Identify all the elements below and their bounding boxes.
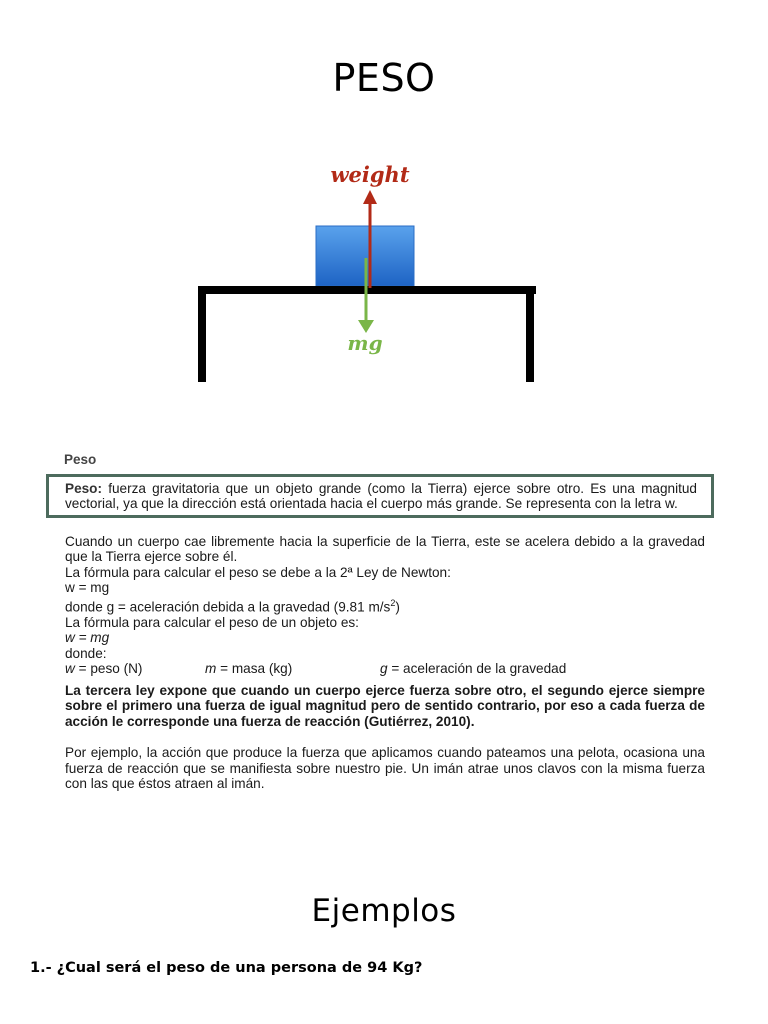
weight-diagram xyxy=(190,160,550,390)
formula-equation: w = mg xyxy=(65,580,110,595)
formula-equation-2: w = mg xyxy=(65,630,110,646)
doc-heading: Peso xyxy=(64,452,97,467)
formula-intro-2: La fórmula para calcular el peso de un objeto es: xyxy=(65,614,359,630)
document-excerpt xyxy=(46,452,714,792)
paragraph-third-law: La tercera ley expone que cuando un cuerpo ejerce fuerza sobre otro, el segundo ejerce siempre sobre el primero una fuerza de igual magnitud pero de sentido contrario, por eso a cada fuerza de acción le corresponde una fuerza de reacción (Gutiérrez, 2010). xyxy=(65,682,705,729)
mg-label: mg xyxy=(347,331,383,355)
paragraph-free-fall: Cuando un cuerpo cae libremente hacia la superficie de la Tierra, este se acelera debido a la gravedad que la Tierra ejerce sobre él. xyxy=(65,533,705,564)
examples-title: Ejemplos xyxy=(311,893,457,929)
page-title: PESO xyxy=(332,56,436,100)
variables-row xyxy=(65,661,714,677)
formula-intro: La fórmula para calcular el peso se debe a la 2ª Ley de Newton: xyxy=(65,564,451,580)
var-w: w = peso (N) xyxy=(65,661,143,677)
formula-where: donde g = aceleración debida a la gravedad (9.81 $m/s^2$) xyxy=(65,597,400,615)
definition-box xyxy=(46,474,714,518)
definition-term: Peso: xyxy=(65,480,103,496)
paragraph-example: Por ejemplo, la acción que produce la fuerza que aplicamos cuando pateamos una pelota, ocasiona una fuerza de reacción que se manifiesta sobre nuestro pie. Un imán atrae unos clavos con la misma fuerza con las que éstos atraen al imán. xyxy=(65,745,705,792)
question-1: 1.- ¿Cual será el peso de una persona de 94 Kg? xyxy=(30,960,423,976)
var-g: g = aceleración de la gravedad xyxy=(380,661,567,677)
definition-text: fuerza gravitatoria que un objeto grande (como la Tierra) ejerce sobre otro. Es una magnitud vectorial, ya que la dirección está orientada hacia el cuerpo más grande. Se representa con la letra w. xyxy=(65,480,697,511)
var-m: m = masa (kg) xyxy=(205,661,293,677)
donde-label: donde: xyxy=(65,645,107,661)
weight-label: weight xyxy=(330,162,410,187)
